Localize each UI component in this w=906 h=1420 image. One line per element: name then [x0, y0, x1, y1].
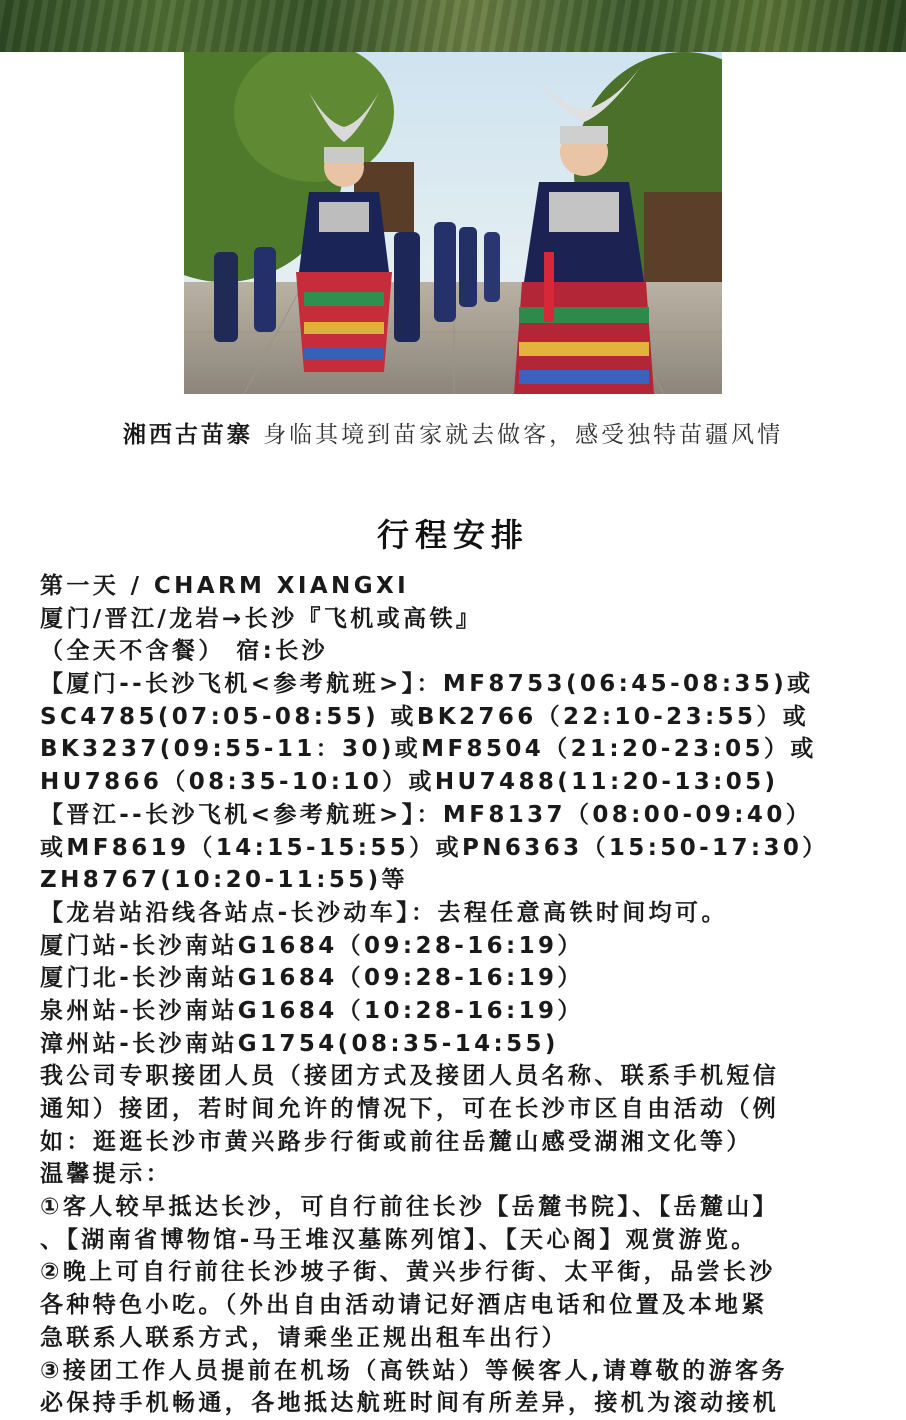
itinerary-line: ZH8767(10:20-11:55)等	[40, 867, 408, 894]
itinerary-line: 如：逛逛长沙市黄兴路步行街或前往岳麓山感受湖湘文化等）	[40, 1128, 753, 1155]
itinerary-line: 厦门北-长沙南站G1684（09:28-16:19）	[40, 965, 584, 992]
itinerary-line: 或MF8619（14:15-15:55）或PN6363（15:50-17:30）	[40, 834, 829, 861]
caption-text: 身临其境到苗家就去做客，感受独特苗疆风情	[263, 422, 784, 448]
itinerary-line: （全天不含餐） 宿:长沙	[40, 638, 329, 665]
top-banner-photo	[0, 0, 906, 52]
itinerary-line: 【晋江--长沙飞机<参考航班>】：MF8137（08:00-09:40）	[40, 801, 813, 828]
itinerary-line: 厦门站-长沙南站G1684（09:28-16:19）	[40, 932, 584, 959]
itinerary-line: ①客人较早抵达长沙，可自行前往长沙【岳麓书院】、【岳麓山】	[40, 1194, 780, 1221]
itinerary-line: 我公司专职接团人员（接团方式及接团人员名称、联系手机短信	[40, 1063, 780, 1090]
itinerary-line: 厦门/晋江/龙岩→长沙『飞机或高铁』	[40, 605, 483, 632]
itinerary-line: 通知）接团，若时间允许的情况下，可在长沙市区自由活动（例	[40, 1096, 780, 1122]
itinerary-line: HU7866（08:35-10:10）或HU7488(11:20-13:05)	[40, 769, 779, 796]
photo-caption	[0, 416, 906, 449]
itinerary-line: 各种特色小吃。（外出自由活动请记好酒店电话和位置及本地紧	[40, 1292, 768, 1319]
itinerary-line: 必保持手机畅通，各地抵达航班时间有所差异，接机为滚动接机	[40, 1390, 780, 1417]
itinerary-line: ③接团工作人员提前在机场（高铁站）等候客人,请尊敬的游客务	[40, 1357, 788, 1384]
itinerary-line: 【龙岩站沿线各站点-长沙动车】：去程任意高铁时间均可。	[40, 899, 728, 926]
itinerary-line: 【厦门--长沙飞机<参考航班>】：MF8753(06:45-08:35)或	[40, 671, 814, 698]
itinerary-line: 、【湖南省博物馆-马王堆汉墓陈列馆】、【天心阁】观赏游览。	[40, 1226, 758, 1253]
itinerary-line: 温馨提示：	[40, 1161, 172, 1188]
itinerary-line: 漳州站-长沙南站G1754(08:35-14:55)	[40, 1030, 559, 1057]
section-title: 行程安排	[376, 516, 529, 554]
itinerary-line: BK3237(09:55-11：30)或MF8504（21:20-23:05）或	[40, 736, 817, 763]
itinerary-line: SC4785(07:05-08:55) 或BK2766（22:10-23:55）或	[40, 703, 810, 730]
caption-place-name: 湘西古苗寨	[122, 422, 253, 448]
itinerary-line: 第一天 / CHARM XIANGXI	[40, 573, 410, 599]
itinerary-text	[40, 570, 896, 1420]
itinerary-line: 急联系人联系方式，请乘坐正规出租车出行）	[40, 1324, 568, 1351]
itinerary-line: 泉州站-长沙南站G1684（10:28-16:19）	[40, 997, 584, 1024]
miao-village-photo	[184, 52, 722, 394]
itinerary-line: ②晚上可自行前往长沙坡子街、黄兴步行街、太平街，品尝长沙	[40, 1259, 776, 1286]
